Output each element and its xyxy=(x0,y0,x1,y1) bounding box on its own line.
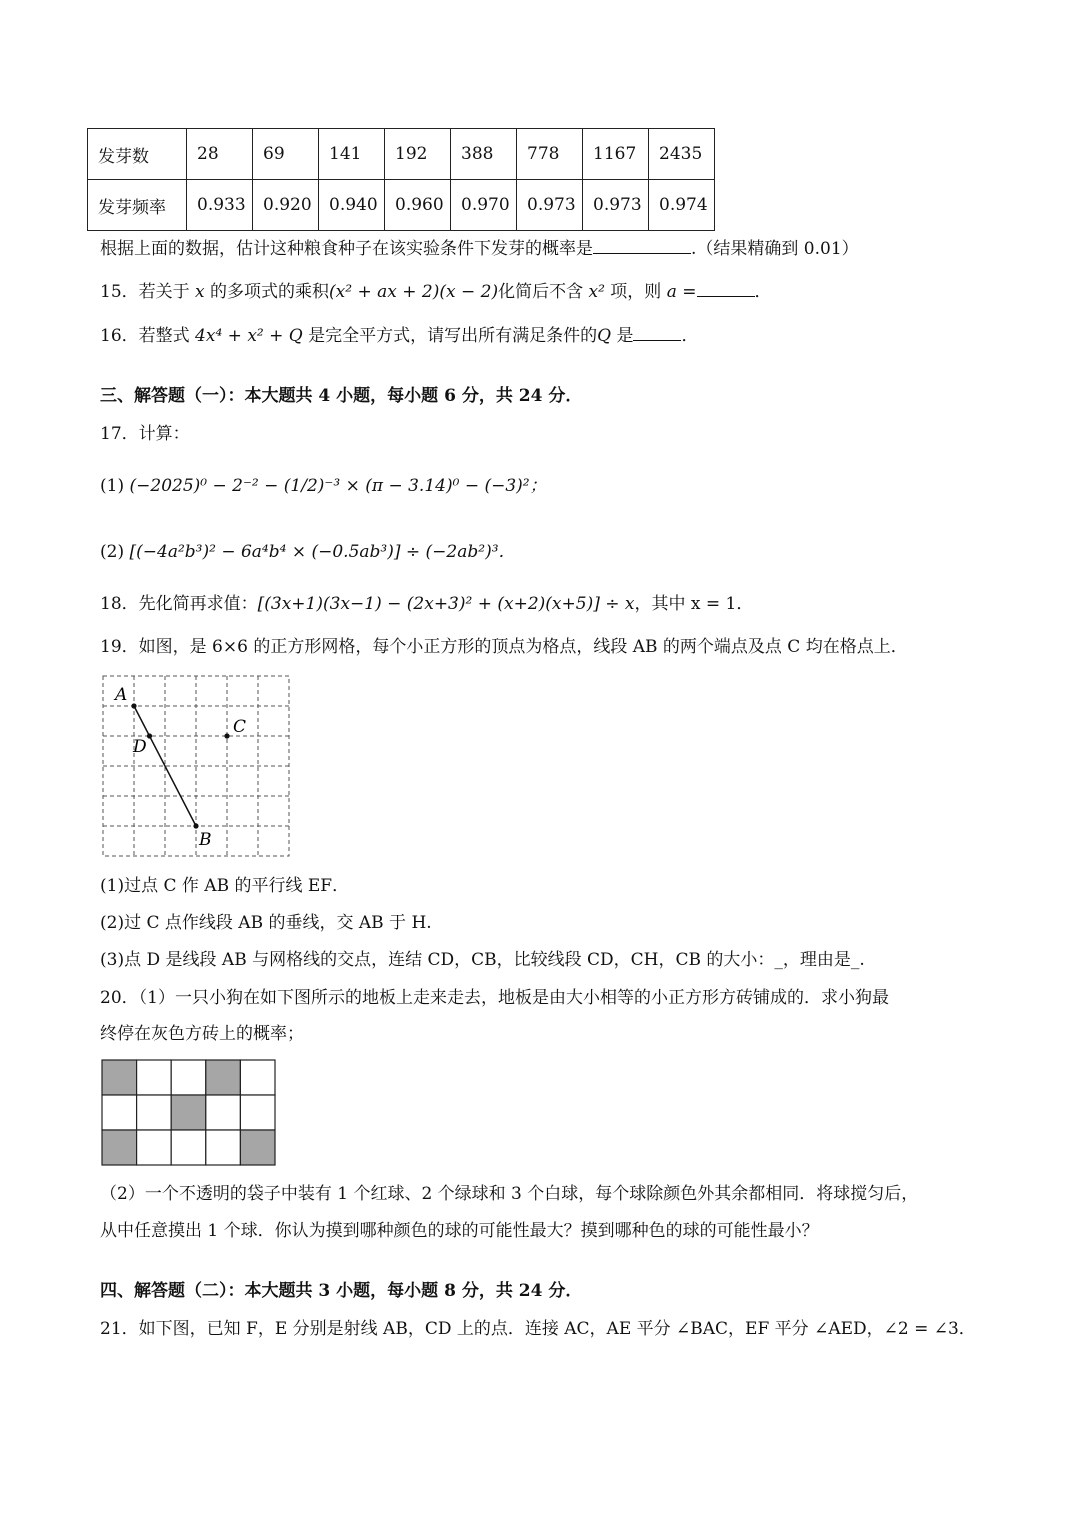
table-cell: 28 xyxy=(187,129,253,180)
part-label: (1) xyxy=(100,476,125,496)
label-a: A xyxy=(115,685,128,705)
answer-blank xyxy=(633,322,681,341)
white-tile xyxy=(206,1130,241,1165)
q18 xyxy=(100,592,753,616)
q17-part1 xyxy=(100,474,547,498)
gray-tile xyxy=(206,1060,241,1095)
table-cell: 1167 xyxy=(583,129,649,180)
q15-text: ． xyxy=(754,282,772,302)
segment-ab xyxy=(134,706,196,826)
section-3-heading: 三、解答题（一）：本大题共 4 小题，每小题 6 分，共 24 分． xyxy=(100,386,583,406)
q16-text: ． xyxy=(681,326,699,346)
q19-part1: (1)过点 C 作 AB 的平行线 EF． xyxy=(100,876,350,896)
table-cell: 0.973 xyxy=(583,180,649,231)
q15 xyxy=(100,278,772,304)
answer-blank xyxy=(697,278,755,297)
table-cell: 0.960 xyxy=(385,180,451,231)
table-cell: 0.970 xyxy=(451,180,517,231)
table-cell: 192 xyxy=(385,129,451,180)
q16 xyxy=(100,322,698,348)
q19-text: 19．如图，是 6×6 的正方形网格，每个小正方形的顶点为格点，线段 AB 的两个端点及点 C 均在格点上． xyxy=(100,637,908,657)
q17-expression-2: [(−4a²b³)² − 6a⁴b⁴ × (−0.5ab³)] ÷ (−2ab²)³． xyxy=(129,542,516,562)
table-header-frequency: 发芽频率 xyxy=(88,180,187,231)
table-cell: 778 xyxy=(517,129,583,180)
table-cell: 0.940 xyxy=(319,180,385,231)
q19-part3: (3)点 D 是线段 AB 与网格线的交点，连结 CD，CB，比较线段 CD，CH，CB 的大小：_，理由是_. xyxy=(100,950,865,970)
q20-line1: 20．（1）一只小狗在如下图所示的地板上走来走去，地板是由大小相等的小正方形方砖铺成的．求小狗最 xyxy=(100,988,889,1008)
q18-text: 18．先化简再求值： xyxy=(100,594,258,614)
q18-tail: ，其中 x = 1． xyxy=(634,594,754,614)
white-tile xyxy=(171,1060,206,1095)
table-cell: 141 xyxy=(319,129,385,180)
q14-tail xyxy=(100,235,859,261)
point-c xyxy=(224,733,229,738)
q19-grid-figure xyxy=(95,668,295,863)
var-x2: x² xyxy=(588,282,605,302)
q15-text: 15．若关于 xyxy=(100,282,196,302)
q17-part2 xyxy=(100,540,516,564)
q15-text: 化简后不含 xyxy=(498,282,589,302)
q16-text: 16．若整式 xyxy=(100,326,196,346)
table-row xyxy=(88,129,715,180)
q19-part2: (2)过 C 点作线段 AB 的垂线，交 AB 于 H. xyxy=(100,913,432,933)
gray-tile xyxy=(240,1130,275,1165)
germination-table xyxy=(87,128,715,231)
table-cell: 0.933 xyxy=(187,180,253,231)
white-tile xyxy=(206,1095,241,1130)
q15-text: 项，则 xyxy=(604,282,667,302)
q17-title: 17．计算： xyxy=(100,424,190,444)
white-tile xyxy=(137,1060,172,1095)
q16-expression: 4x⁴ + x² + Q xyxy=(195,326,303,346)
q14-suffix: .（结果精确到 0.01） xyxy=(691,239,859,259)
part-label: (2) xyxy=(100,542,125,562)
q16-text: 是 xyxy=(611,326,634,346)
dashed-grid xyxy=(103,676,289,856)
floor-tile-grid xyxy=(101,1059,279,1167)
point-a xyxy=(131,703,136,708)
q18-expression: [(3x+1)(3x−1) − (2x+3)² + (x+2)(x+5)] ÷ x xyxy=(257,594,635,614)
q15-text: 的多项式的乘积 xyxy=(204,282,330,302)
table-header-count: 发芽数 xyxy=(88,129,187,180)
white-tile xyxy=(171,1130,206,1165)
table-cell: 69 xyxy=(253,129,319,180)
var-a: a = xyxy=(666,282,697,302)
point-b xyxy=(193,823,198,828)
q21-text: 21．如下图，已知 F，E 分别是射线 AB，CD 上的点．连接 AC，AE 平分 ∠BAC，EF 平分 ∠AED，∠2 = ∠3． xyxy=(100,1319,976,1339)
white-tile xyxy=(137,1130,172,1165)
white-tile xyxy=(240,1060,275,1095)
table-cell: 388 xyxy=(451,129,517,180)
q20-line2: 终停在灰色方砖上的概率； xyxy=(100,1024,304,1044)
table-row xyxy=(88,180,715,231)
white-tile xyxy=(137,1095,172,1130)
var-q: Q xyxy=(597,326,612,346)
table-cell: 0.974 xyxy=(649,180,715,231)
q14-text: 根据上面的数据，估计这种粮食种子在该实验条件下发芽的概率是 xyxy=(100,239,593,259)
table-cell: 0.920 xyxy=(253,180,319,231)
q15-polynomial: (x² + ax + 2)(x − 2) xyxy=(329,282,499,302)
q17-expression-1: (−2025)⁰ − 2⁻² − (1/2)⁻³ × (π − 3.14)⁰ − (−3)²； xyxy=(129,476,547,496)
answer-blank xyxy=(593,235,691,254)
q20-line4: 从中任意摸出 1 个球．你认为摸到哪种颜色的球的可能性最大？摸到哪种色的球的可能性最小？ xyxy=(100,1221,819,1241)
label-c: C xyxy=(233,717,247,737)
var-x: x xyxy=(195,282,205,302)
white-tile xyxy=(240,1095,275,1130)
white-tile xyxy=(102,1095,137,1130)
gray-tile xyxy=(171,1095,206,1130)
table-cell: 0.973 xyxy=(517,180,583,231)
q16-text: 是完全平方式，请写出所有满足条件的 xyxy=(302,326,598,346)
point-d xyxy=(147,733,152,738)
label-b: B xyxy=(199,830,212,850)
gray-tile xyxy=(102,1060,137,1095)
table-cell: 2435 xyxy=(649,129,715,180)
gray-tile xyxy=(102,1130,137,1165)
section-4-heading: 四、解答题（二）：本大题共 3 小题，每小题 8 分，共 24 分． xyxy=(100,1281,583,1301)
label-d: D xyxy=(133,737,147,757)
q20-line3: （2）一个不透明的袋子中装有 1 个红球、2 个绿球和 3 个白球，每个球除颜色外其余都相同．将球搅匀后， xyxy=(100,1184,919,1204)
